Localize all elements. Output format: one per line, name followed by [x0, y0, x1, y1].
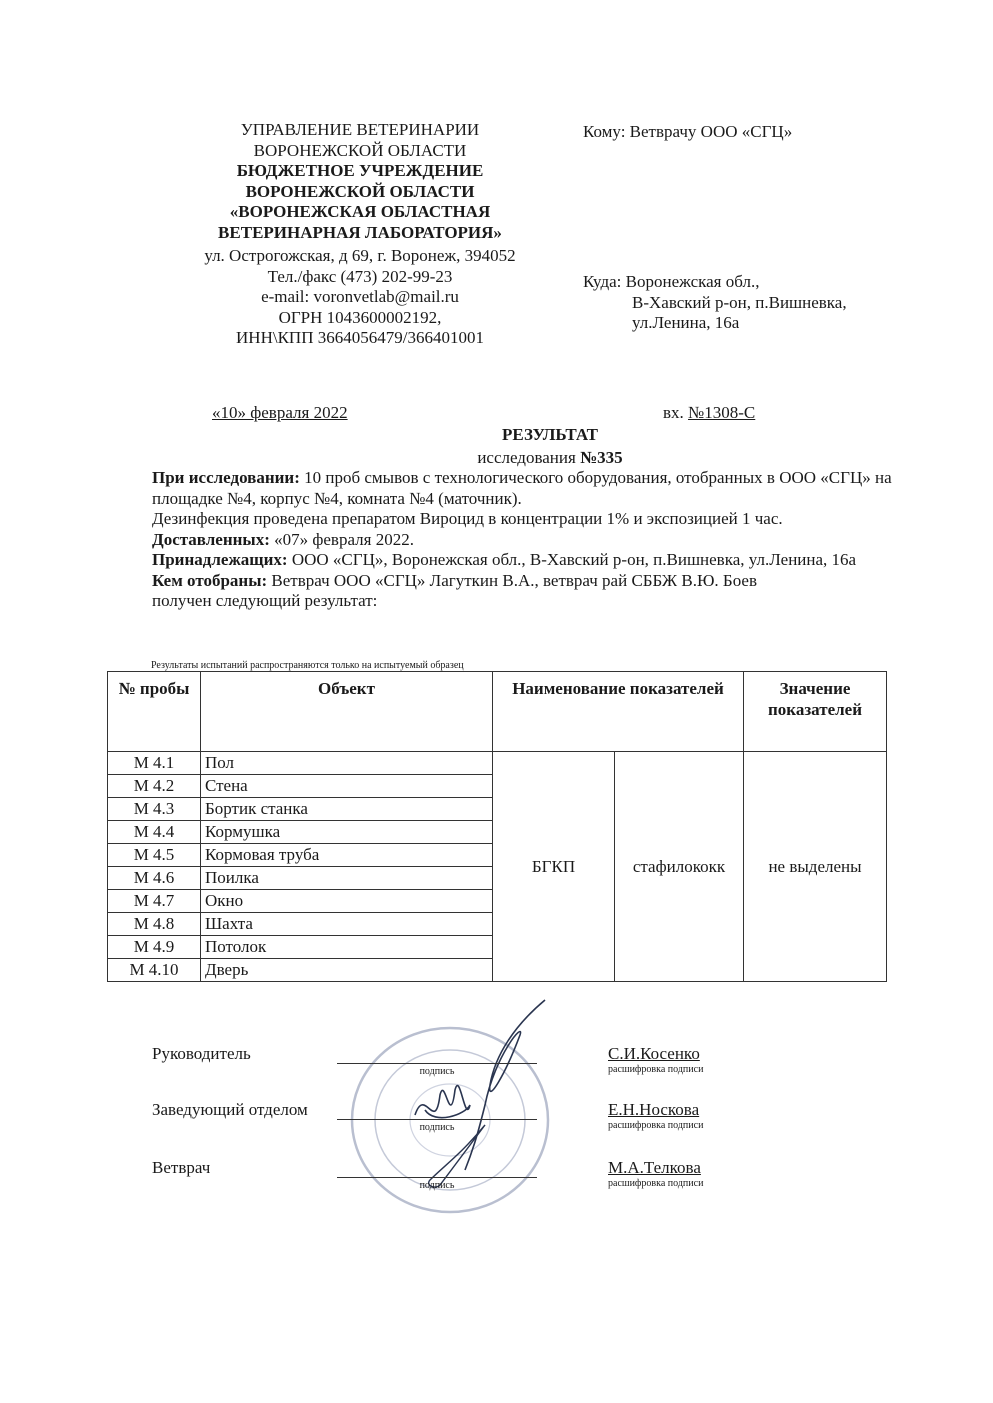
- table-row: [108, 752, 887, 775]
- sample-object: Шахта: [201, 913, 493, 936]
- sampled-text: Ветврач ООО «СГЦ» Лагуткин В.А., ветврач рай СББЖ В.Ю. Боев: [267, 570, 757, 590]
- recipient: Кому: Ветврачу ООО «СГЦ»: [583, 122, 793, 141]
- result-intro: получен следующий результат:: [152, 591, 378, 610]
- incoming-no: №1308-С: [688, 403, 756, 422]
- sample-object: Кормушка: [201, 821, 493, 844]
- sample-object: Поилка: [201, 867, 493, 890]
- delivered-text: «07» февраля 2022.: [269, 529, 414, 549]
- incoming-number: [663, 403, 755, 423]
- header-sample-no: № пробы: [108, 672, 201, 752]
- org-bold-line: «ВОРОНЕЖСКАЯ ОБЛАСТНАЯ: [229, 202, 491, 221]
- signature-caption: подпись: [419, 1180, 455, 1191]
- research-label: При исследовании:: [152, 468, 300, 487]
- results-note: Результаты испытаний распространяются только на испытуемый образец: [151, 660, 464, 671]
- sample-no: М 4.4: [108, 821, 201, 844]
- document-date: «10» февраля 2022: [212, 403, 348, 422]
- signatory-name: С.И.Косенко: [608, 1044, 700, 1063]
- sample-no: М 4.9: [108, 936, 201, 959]
- research-text: 10 проб смывов с технологического оборудования, отобранных в ООО «СГЦ» на площадке №4, корпус №4, комната №4 (маточник).: [152, 468, 892, 508]
- disinfection-paragraph: Дезинфекция проведена препаратом Вироцид в концентрации 1% и экспозицией 1 час.: [152, 509, 783, 528]
- signature-scribble-icon: [395, 995, 575, 1205]
- signature-caption: подпись: [419, 1066, 455, 1077]
- sampled-paragraph: [152, 571, 922, 592]
- address-line-2: В-Хавский р-он, п.Вишневка,: [632, 292, 847, 312]
- org-phone: Тел./факс (473) 202-99-23: [267, 266, 453, 286]
- signature-role: Заведующий отделом: [152, 1100, 308, 1119]
- org-bold-line: БЮДЖЕТНОЕ УЧРЕЖДЕНИЕ: [236, 161, 484, 180]
- org-line: УПРАВЛЕНИЕ ВЕТЕРИНАРИИ: [240, 120, 480, 139]
- sample-no: М 4.10: [108, 959, 201, 982]
- signature-line: [337, 1176, 537, 1178]
- header-indicator-value: Значение показателей: [744, 672, 887, 752]
- signatory-name: Е.Н.Носкова: [608, 1100, 700, 1119]
- org-line: ВОРОНЕЖСКОЙ ОБЛАСТИ: [253, 140, 467, 160]
- sample-object: Окно: [201, 890, 493, 913]
- organization-header: [160, 120, 560, 349]
- org-bold-line: ВОРОНЕЖСКОЙ ОБЛАСТИ: [245, 181, 475, 201]
- org-bold-line: ВЕТЕРИНАРНАЯ ЛАБОРАТОРИЯ»: [218, 222, 502, 242]
- signature-role: Руководитель: [152, 1044, 251, 1063]
- org-inn: ИНН\КПП 3664056479/366401001: [236, 328, 484, 347]
- indicator-value: не выделены: [744, 752, 887, 982]
- sample-no: М 4.6: [108, 867, 201, 890]
- sample-object: Пол: [201, 752, 493, 775]
- signatory-name: М.А.Телкова: [608, 1158, 701, 1177]
- signature-decode-caption: расшифровка подписи: [608, 1178, 704, 1189]
- owner-text: ООО «СГЦ», Воронежская обл., В-Хавский р-он, п.Вишневка, ул.Ленина, 16а: [287, 550, 857, 569]
- sampled-label: Кем отобраны:: [152, 570, 268, 590]
- signature-role: Ветврач: [152, 1158, 211, 1177]
- indicator-bgkp: БГКП: [493, 752, 615, 982]
- sample-no: М 4.8: [108, 913, 201, 936]
- address-line-1: Куда: Воронежская обл.,: [583, 272, 760, 291]
- sample-object: Бортик станка: [201, 798, 493, 821]
- sample-no: М 4.2: [108, 775, 201, 798]
- document-subtitle: [0, 448, 993, 468]
- sample-object: Дверь: [201, 959, 493, 982]
- subtitle-prefix: исследования: [477, 448, 581, 467]
- address-line-3: ул.Ленина, 16а: [632, 313, 740, 332]
- org-ogrn: ОГРН 1043600002192,: [278, 307, 442, 327]
- owner-label: Принадлежащих:: [152, 550, 288, 569]
- research-paragraph: [152, 468, 922, 509]
- sample-object: Потолок: [201, 936, 493, 959]
- sample-object: Кормовая труба: [201, 844, 493, 867]
- delivered-label: Доставленных:: [152, 529, 270, 549]
- sample-no: М 4.3: [108, 798, 201, 821]
- sample-object: Стена: [201, 775, 493, 798]
- results-table: [107, 671, 887, 982]
- sample-no: М 4.1: [108, 752, 201, 775]
- research-number: №335: [580, 448, 623, 467]
- sample-no: М 4.5: [108, 844, 201, 867]
- document-body: [152, 468, 922, 612]
- indicator-staph: стафилококк: [615, 752, 744, 982]
- signature-caption: подпись: [419, 1122, 455, 1133]
- signature-line: [337, 1062, 537, 1064]
- sample-no: М 4.7: [108, 890, 201, 913]
- table-header-row: [108, 672, 887, 752]
- header-object: Объект: [201, 672, 493, 752]
- signature-decode-caption: расшифровка подписи: [608, 1064, 704, 1075]
- document-title: РЕЗУЛЬТАТ: [502, 425, 598, 444]
- signature-decode-caption: расшифровка подписи: [608, 1120, 704, 1131]
- delivered-paragraph: [152, 530, 922, 551]
- signature-line: [337, 1118, 537, 1120]
- org-email: e-mail: voronvetlab@mail.ru: [261, 287, 459, 306]
- owner-paragraph: [152, 550, 892, 571]
- recipient-address: [583, 272, 847, 334]
- header-indicator-name: Наименование показателей: [493, 672, 744, 752]
- org-address: ул. Острогожская, д 69, г. Воронеж, 394052: [204, 246, 516, 265]
- incoming-prefix: вх.: [663, 403, 689, 422]
